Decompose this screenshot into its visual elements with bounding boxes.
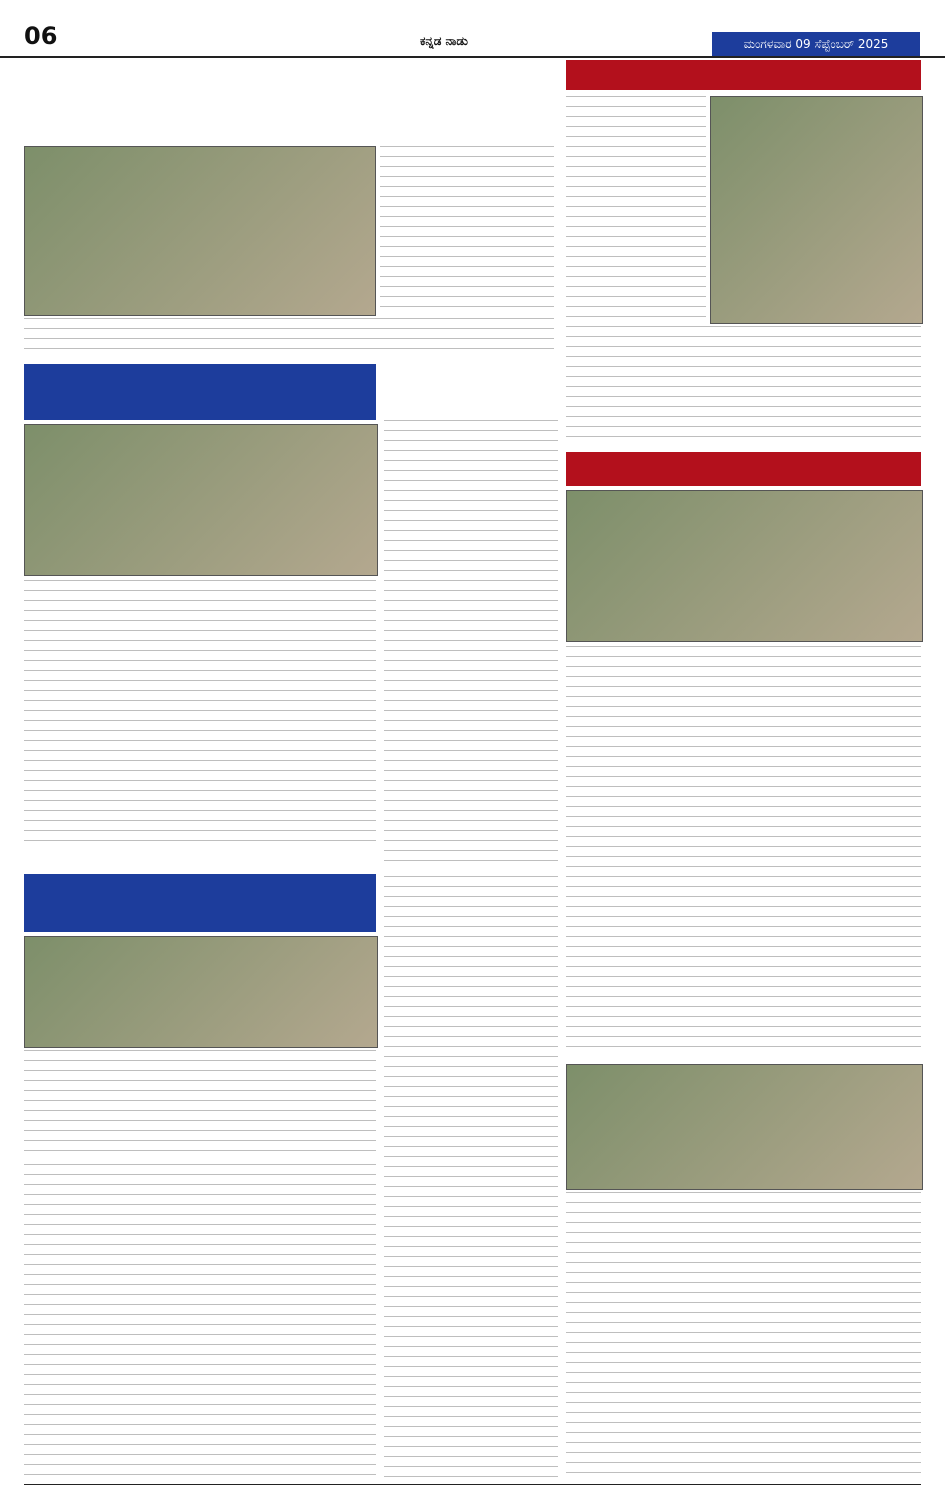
story-6-headline: [24, 874, 376, 932]
story-5-body: [566, 646, 921, 1056]
story-3-photo: [24, 424, 378, 576]
story-6-photo: [24, 936, 378, 1048]
story-1-photo: [24, 146, 376, 316]
lower-right-body: [566, 1192, 921, 1478]
story-5-photo: [566, 490, 923, 642]
story-6-body: [24, 1050, 376, 1158]
page-number: 06: [24, 22, 58, 50]
story-3-body: [24, 580, 376, 850]
paper-name: ಕನ್ನಡ ನಾಡು: [420, 34, 468, 48]
footer-rule: [24, 1484, 921, 1485]
lower-right-photo: [566, 1064, 923, 1190]
date-banner: ಮಂಗಳವಾರ 09 ಸೆಪ್ಟೆಂಬರ್ 2025: [712, 32, 920, 56]
story-2-body: [566, 96, 706, 322]
story-1-body-lower: [24, 318, 554, 358]
story-2-photo: [710, 96, 923, 324]
lower-centre-body: [384, 876, 558, 1478]
story-1-body: [380, 146, 554, 314]
story-2-headline: [566, 60, 921, 90]
lower-left-body: [24, 1164, 376, 1478]
story-4-headline: [384, 364, 558, 416]
story-2-body-lower: [566, 326, 921, 444]
story-1-headline: [24, 60, 554, 144]
story-3-headline: [24, 364, 376, 420]
masthead: [0, 0, 945, 58]
story-4-body: [384, 420, 558, 870]
story-5-headline: [566, 452, 921, 486]
